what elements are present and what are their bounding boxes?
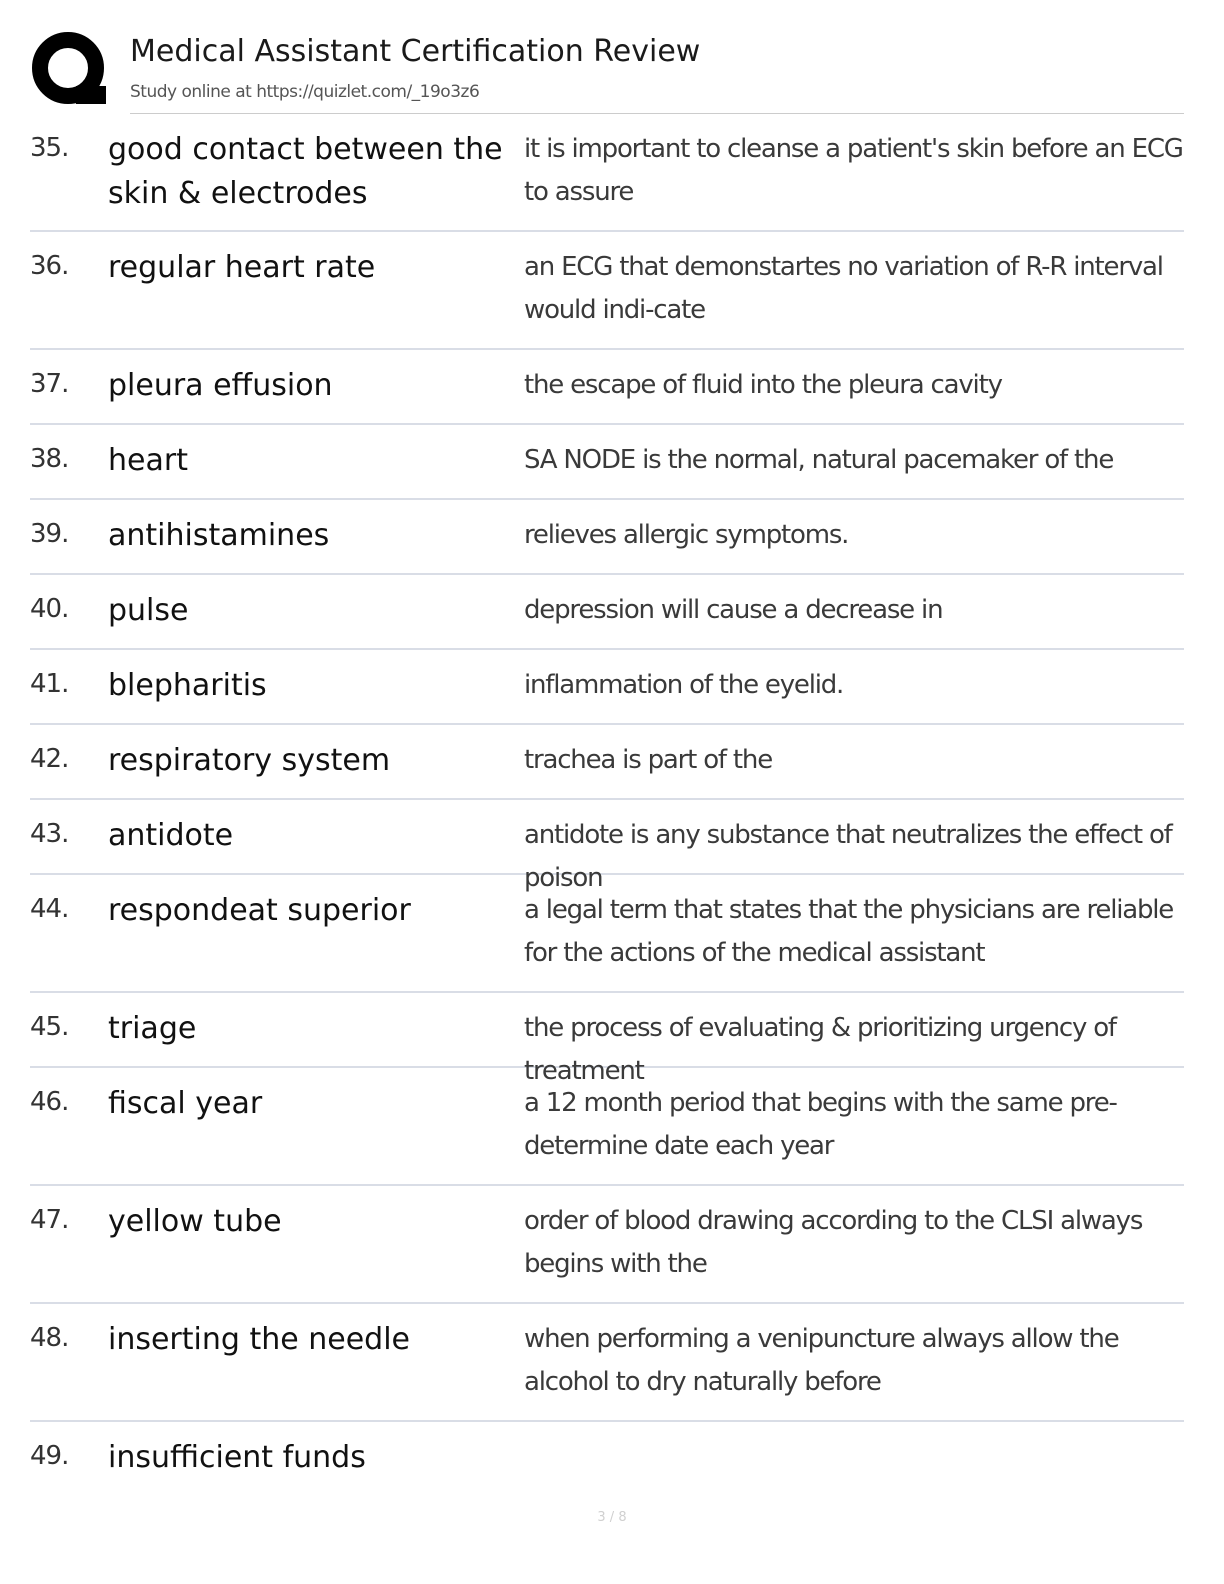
- flashcard-list: [30, 114, 1184, 1497]
- card-number: 38.: [30, 444, 69, 474]
- card-definition: relieves allergic symptoms.: [524, 520, 849, 550]
- card-number: 42.: [30, 744, 69, 774]
- card-definition: inflammation of the eyelid.: [524, 670, 844, 700]
- card-row: [30, 1304, 1184, 1422]
- card-number: 49.: [30, 1441, 69, 1471]
- card-number: 43.: [30, 819, 69, 849]
- card-row: [30, 1422, 1184, 1497]
- card-definition: depression will cause a decrease in: [524, 595, 943, 625]
- card-term: triage: [108, 1011, 197, 1046]
- page-title: Medical Assistant Certification Review: [130, 34, 701, 69]
- card-number: 44.: [30, 894, 69, 924]
- card-term: pulse: [108, 593, 189, 628]
- card-definition: the escape of fluid into the pleura cavity: [524, 370, 1002, 400]
- card-definition: antidote is any substance that neutralizes the effect of poison: [524, 820, 1172, 893]
- card-row: [30, 575, 1184, 650]
- card-term: insufficient funds: [108, 1440, 366, 1475]
- card-definition: order of blood drawing according to the CLSI always begins with the: [524, 1206, 1143, 1279]
- card-definition: it is important to cleanse a patient's skin before an ECG to assure: [524, 134, 1183, 207]
- card-definition: a 12 month period that begins with the same pre-determine date each year: [524, 1088, 1117, 1161]
- card-row: [30, 1068, 1184, 1186]
- card-row: [30, 350, 1184, 425]
- page-header: [30, 30, 1184, 114]
- card-definition: trachea is part of the: [524, 745, 772, 775]
- card-term: fiscal year: [108, 1086, 263, 1121]
- card-row: [30, 800, 1184, 893]
- card-definition: the process of evaluating & prioritizing urgency of treatment: [524, 1013, 1116, 1086]
- card-number: 35.: [30, 133, 69, 163]
- card-number: 45.: [30, 1012, 69, 1042]
- card-definition: a legal term that states that the physicians are reliable for the actions of the medical assistant: [524, 895, 1174, 968]
- card-term: yellow tube: [108, 1204, 282, 1239]
- quizlet-logo-icon: [30, 30, 110, 110]
- card-number: 36.: [30, 251, 69, 281]
- card-row: [30, 114, 1184, 232]
- card-definition: when performing a venipuncture always allow the alcohol to dry naturally before: [524, 1324, 1119, 1397]
- card-term: antihistamines: [108, 518, 330, 553]
- card-number: 40.: [30, 594, 69, 624]
- card-number: 39.: [30, 519, 69, 549]
- card-number: 47.: [30, 1205, 69, 1235]
- card-row: [30, 1186, 1184, 1304]
- card-term: blepharitis: [108, 668, 267, 703]
- card-term: heart: [108, 443, 188, 478]
- card-term: pleura effusion: [108, 368, 333, 403]
- card-term: respiratory system: [108, 743, 391, 778]
- page-number: 3 / 8: [597, 1510, 627, 1525]
- card-row: [30, 650, 1184, 725]
- card-row: [30, 425, 1184, 500]
- card-term: antidote: [108, 818, 234, 853]
- card-definition: SA NODE is the normal, natural pacemaker of the: [524, 445, 1114, 475]
- card-number: 48.: [30, 1323, 69, 1353]
- card-term: respondeat superior: [108, 893, 411, 928]
- card-number: 41.: [30, 669, 69, 699]
- study-link[interactable]: Study online at https://quizlet.com/_19o3z6: [130, 82, 480, 102]
- card-row: [30, 500, 1184, 575]
- card-row: [30, 993, 1184, 1086]
- card-row: [30, 232, 1184, 350]
- card-definition: an ECG that demonstartes no variation of R-R interval would indi-cate: [524, 252, 1163, 325]
- card-row: [30, 725, 1184, 800]
- card-term: regular heart rate: [108, 250, 376, 285]
- card-term: good contact between the skin & electrodes: [108, 132, 503, 211]
- card-term: inserting the needle: [108, 1322, 410, 1357]
- card-number: 37.: [30, 369, 69, 399]
- card-row: [30, 875, 1184, 993]
- card-number: 46.: [30, 1087, 69, 1117]
